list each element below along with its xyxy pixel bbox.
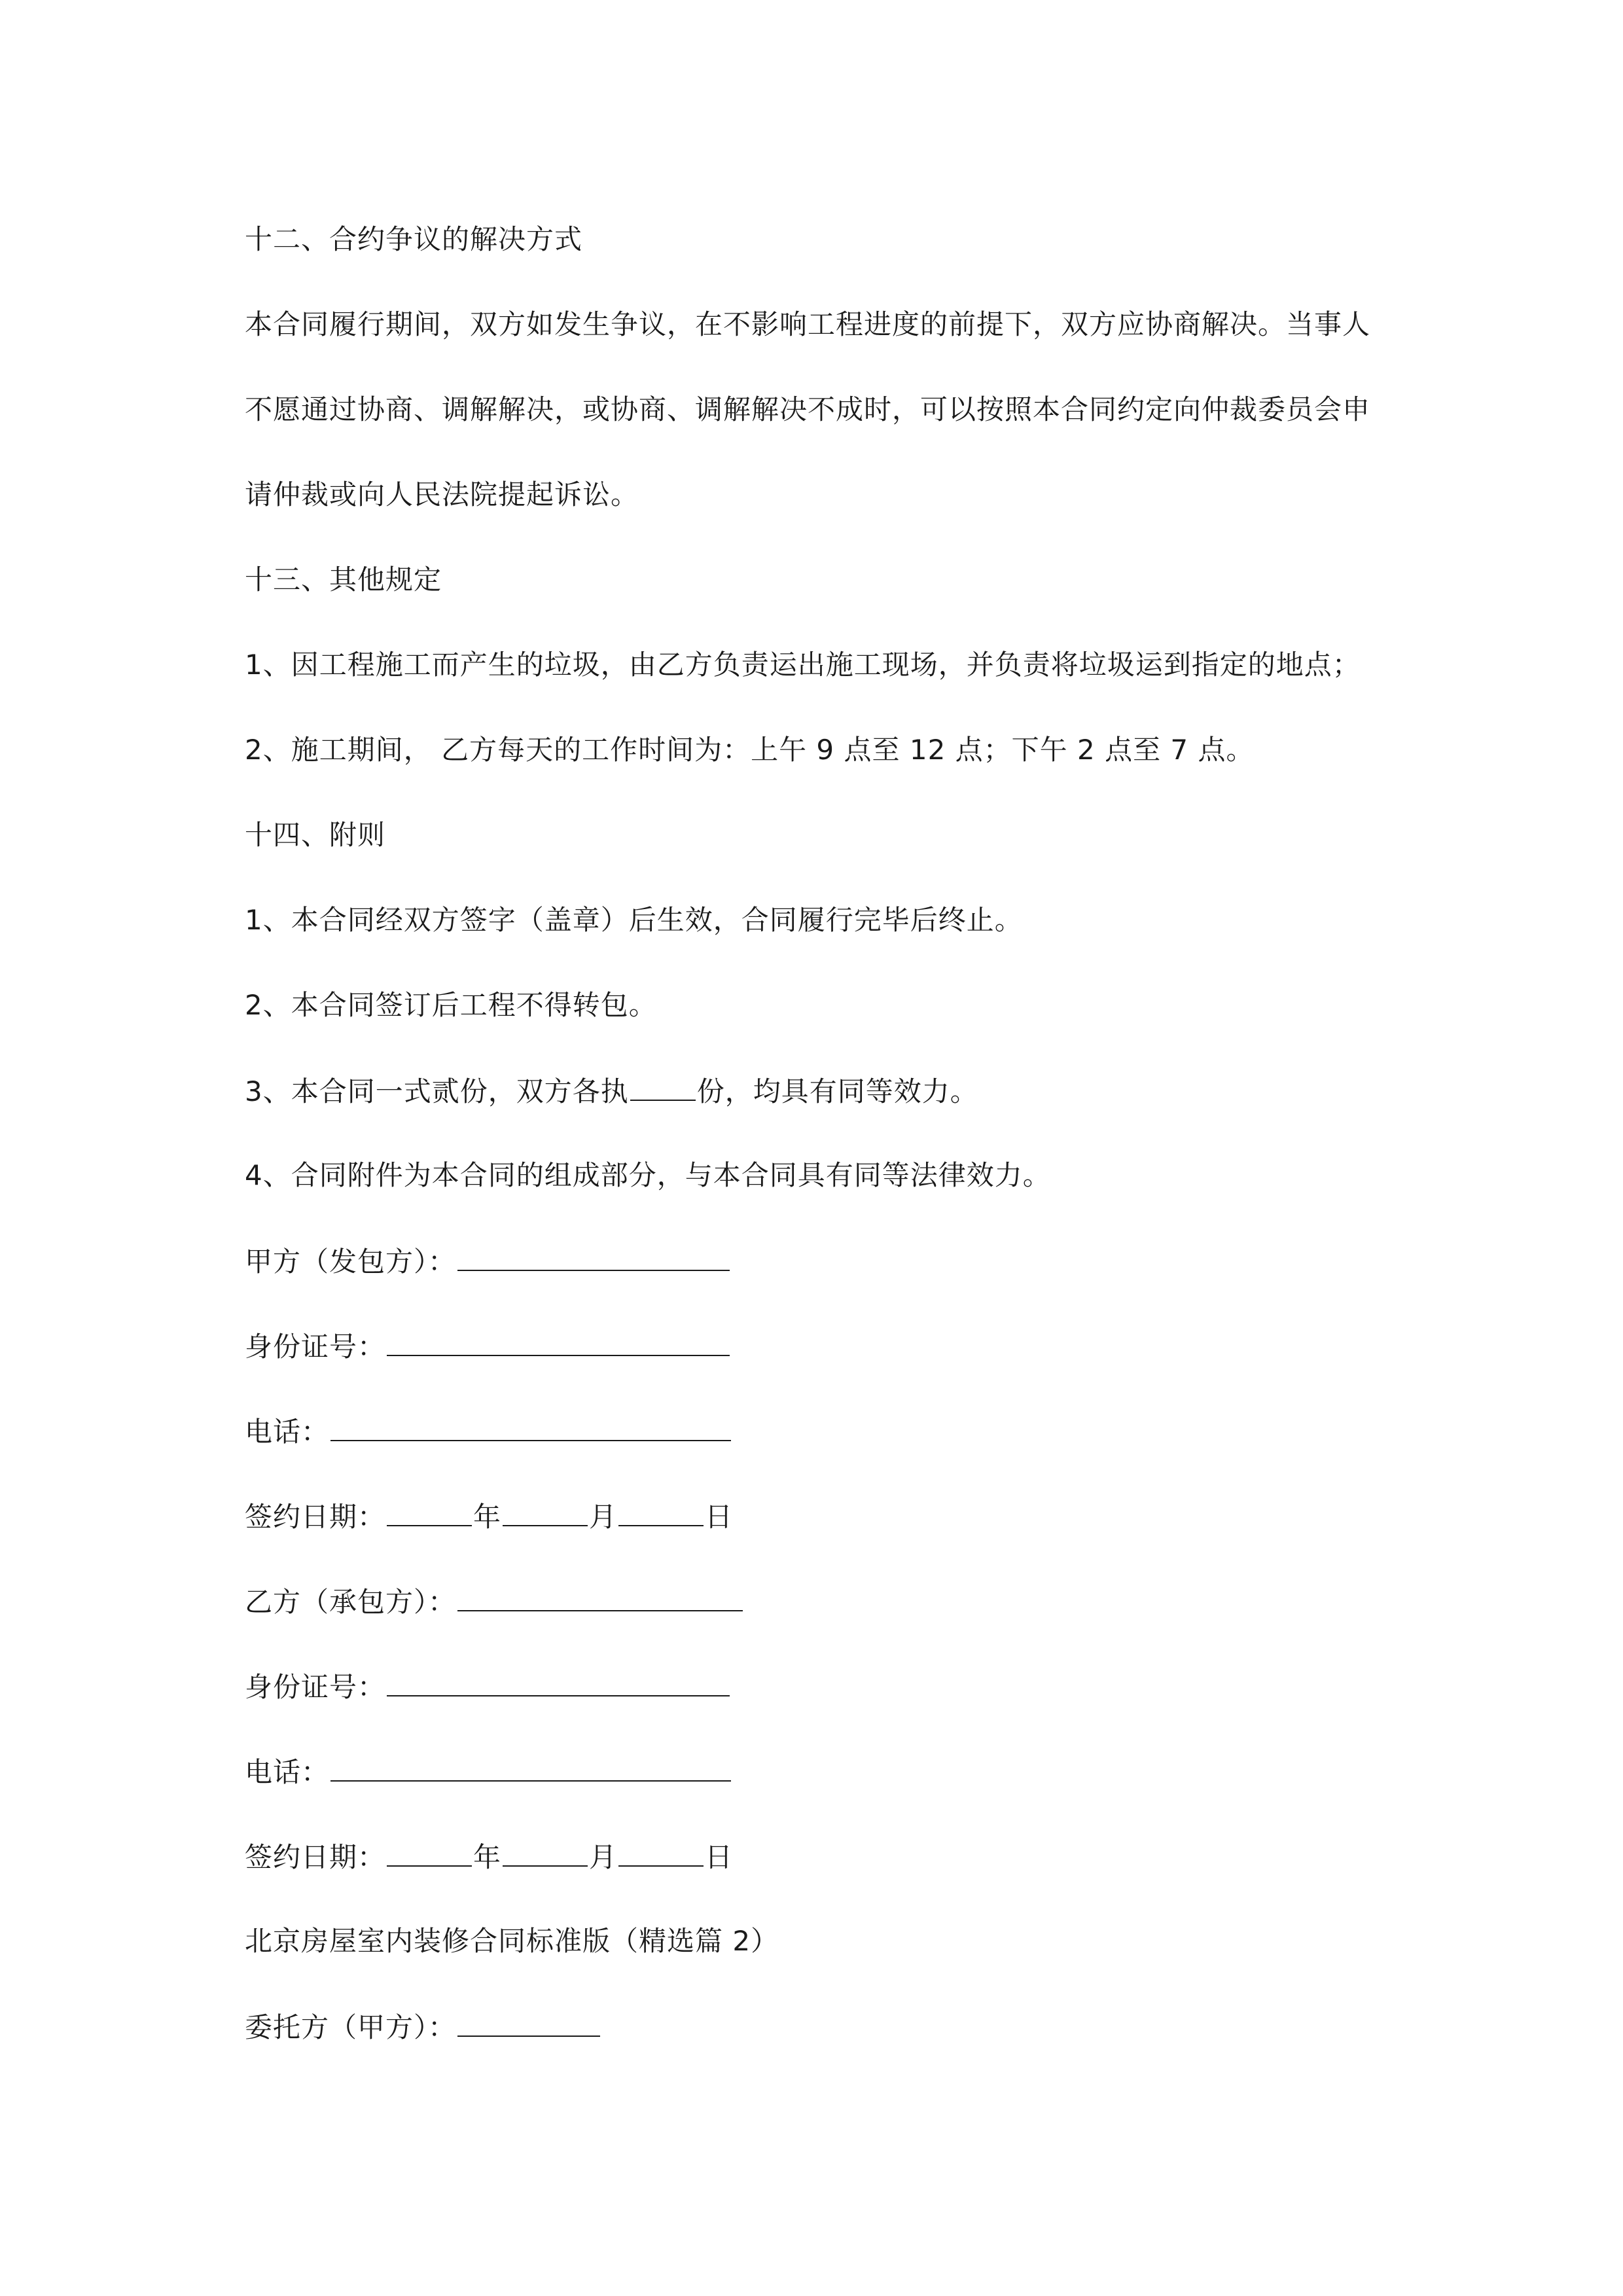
party-b-day-blank[interactable] xyxy=(618,1837,704,1867)
section-14-item-3-text-post: 份，均具有同等效力。 xyxy=(696,1075,978,1107)
party-a-year-blank[interactable] xyxy=(387,1496,472,1526)
section-12-paragraph-text-3: 请仲裁或向人民法院提起诉讼。 xyxy=(245,478,639,511)
next-contract-title-text: 北京房屋室内装修合同标准版（精选篇 2） xyxy=(245,1925,779,1957)
party-b-name-blank[interactable] xyxy=(457,1581,743,1611)
party-a-phone-label: 电话： xyxy=(245,1416,330,1448)
party-a-phone-row xyxy=(245,1411,732,1450)
section-12-paragraph-line xyxy=(245,390,1370,429)
party-b-id-row xyxy=(245,1666,731,1706)
section-14-item xyxy=(245,1071,978,1110)
party-b-month-blank[interactable] xyxy=(503,1837,588,1867)
party-a-label: 甲方（发包方）： xyxy=(245,1246,457,1278)
party-b-phone-label: 电话： xyxy=(245,1756,330,1788)
section-14-item xyxy=(245,986,657,1025)
party-a-id-blank[interactable] xyxy=(387,1326,730,1356)
party-a-year-label: 年 xyxy=(473,1501,502,1533)
party-b-phone-row xyxy=(245,1751,732,1791)
party-b-label: 乙方（承包方）： xyxy=(245,1586,457,1618)
section-14-heading-text: 十四、附则 xyxy=(245,819,386,851)
party-b-month-label: 月 xyxy=(589,1841,618,1873)
section-14-item-1-text: 1、本合同经双方签字（盖章）后生效，合同履行完毕后终止。 xyxy=(245,904,1023,936)
party-b-id-label: 身份证号： xyxy=(245,1671,386,1703)
party-b-phone-blank[interactable] xyxy=(330,1751,731,1782)
section-13-item-1-text: 1、因工程施工而产生的垃圾，由乙方负责运出施工现场，并负责将垃圾运到指定的地点； xyxy=(245,649,1361,681)
section-14-item-2-text: 2、本合同签订后工程不得转包。 xyxy=(245,989,657,1021)
party-b-year-label: 年 xyxy=(473,1841,502,1873)
section-13-item-2-text: 2、施工期间， 乙方每天的工作时间为：上午 9 点至 12 点；下午 2 点至 7 点。 xyxy=(245,734,1255,766)
party-a-phone-blank[interactable] xyxy=(330,1411,731,1441)
section-13-item xyxy=(245,730,1255,770)
section-12-paragraph-text-2: 不愿通过协商、调解解决，或协商、调解解决不成时，可以按照本合同约定向仲裁委员会申 xyxy=(245,393,1371,425)
party-a-day-blank[interactable] xyxy=(618,1496,704,1526)
section-13-item xyxy=(245,645,1361,685)
section-13-heading xyxy=(245,560,442,600)
client-label: 委托方（甲方）： xyxy=(245,2011,457,2043)
party-b-day-label: 日 xyxy=(705,1841,734,1873)
party-a-row xyxy=(245,1241,731,1280)
section-12-paragraph-line xyxy=(245,305,1370,344)
client-name-blank[interactable] xyxy=(457,2007,600,2037)
party-a-month-blank[interactable] xyxy=(503,1496,588,1526)
party-a-day-label: 日 xyxy=(705,1501,734,1533)
party-b-id-blank[interactable] xyxy=(387,1666,730,1696)
section-12-paragraph-text-1: 本合同履行期间，双方如发生争议，在不影响工程进度的前提下，双方应协商解决。当事人 xyxy=(245,308,1371,340)
section-12-heading xyxy=(245,220,582,259)
party-a-date-row xyxy=(245,1496,733,1535)
party-b-date-row xyxy=(245,1837,733,1876)
section-12-paragraph-line xyxy=(245,475,639,514)
section-14-item-3-text-pre: 3、本合同一式贰份，双方各执 xyxy=(245,1075,629,1107)
section-14-item xyxy=(245,901,1023,940)
section-14-item-4-text: 4、合同附件为本合同的组成部分，与本合同具有同等法律效力。 xyxy=(245,1159,1051,1191)
party-a-month-label: 月 xyxy=(589,1501,618,1533)
section-14-heading xyxy=(245,816,385,855)
party-b-date-label: 签约日期： xyxy=(245,1841,386,1873)
next-contract-title xyxy=(245,1922,779,1961)
party-b-row xyxy=(245,1581,744,1621)
party-a-name-blank[interactable] xyxy=(457,1241,730,1271)
section-13-heading-text: 十三、其他规定 xyxy=(245,564,442,596)
party-b-year-blank[interactable] xyxy=(387,1837,472,1867)
copies-blank[interactable] xyxy=(630,1071,696,1101)
party-a-date-label: 签约日期： xyxy=(245,1501,386,1533)
section-12-heading-text: 十二、合约争议的解决方式 xyxy=(245,223,583,255)
section-14-item xyxy=(245,1156,1051,1195)
client-row xyxy=(245,2007,601,2046)
party-a-id-label: 身份证号： xyxy=(245,1331,386,1363)
party-a-id-row xyxy=(245,1326,731,1365)
